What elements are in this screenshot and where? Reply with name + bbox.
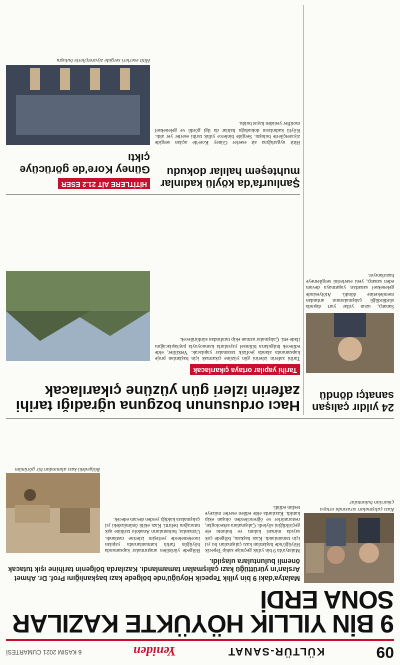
excavation-photo-caption: Bölgedeki kazı alanından bir görünüm [15,466,100,472]
left-story-photo-image [6,271,150,361]
body-column-2: Bölgede yürütülen araştırmalar kapsamında höyüğün farklı katmanlarında yapılan incelemelerde yerleşim izlerine rastlandı. Uzmanlar, buluntuların Anadolu tarihine ışık tutacağını belirtti. Kazı ekibi önümüzdeki yıl çalışmalara kaldığı yerden devam edecek. [105,515,200,553]
main-deck: Malatya'daki 9 bin yıllık Tepecik Höyüğü'nde bölgede kazı başkanlığını Prof. Dr. Ahmet Arslan'ın yürüttüğü kazı çalışmaları tamamlandı. Kazılarda bölgenin tarihine ışık tutacak önemli buluntulara ulaşıldı. [8,557,300,581]
bottom-story-headline: Güney Kore'de görücüye çıktı [19,151,150,175]
left-story-subhead: Tarihi yapılar ortaya çıkarılacak [190,364,300,375]
bottom-story-label: HİTİTLERE AİT 21.2 ESER [58,178,150,189]
main-headline: 9 BİN YILLIK HÖYÜKTE KAZILAR SONA ERDİ [12,585,394,637]
main-photo [304,513,394,583]
section-title: KÜLTÜR-SANAT [227,645,325,657]
bottom-story-headline-2: Şanlıurfa'da köylü kadınlar muhteşem halılar dokudu [160,165,300,189]
exhibition-photo [6,65,150,145]
artist-photo [306,313,394,373]
body-column-1: Malatya'da 9 bin yıllık geçmişe sahip Tepecik Höyüğü'nde başlatılan kazı çalışmaları bu yıl için tamamlandı. Kazı başkanı, bölgede çok sayıda mimari kalıntı ve buluntu ele geçirildiğini söyledi. Çalışmalara arkeologlar, restoratörler ve öğrencilerden oluşan ekip katıldı. Kazılarda elde edilen eserler müzeye teslim edildi. [205,503,300,553]
exhibition-photo-caption: Hitit eserleri sergide ziyaretçilerle buluştu [56,57,150,63]
body-column-4: Sanatçı, uzun yıllar yurt dışında sürdürdüğü çalışmalarının ardından memleketine döndü. Atölyesinde geleneksel sanatları yaşatmaya devam eden sanatçı, yeni eserlerini sergilemeye hazırlanıyor. [306,271,394,309]
main-photo-caption: Kazı çalışmaları sırasında ortaya çıkarılan buluntular [319,499,394,512]
column-rule [303,5,304,415]
excavation-photo-image [6,473,100,553]
brand-logo: Yeniden [133,644,176,659]
left-story-headline: Hacı ordusunun bozguna uğradığı tarihi zaferin izleri gün yüzüne çıkarılacak [15,382,300,414]
divider [6,418,394,419]
excavation-photo [6,473,100,553]
artist-photo-image [306,313,394,373]
divider-bottom [6,194,300,195]
right-story-headline: 24 yıldır çalışan sanatçı döndü [312,389,394,413]
page-number: 09 [376,643,394,660]
main-photo-image [304,513,394,583]
body-column-3: Tarihi zaferin izlerini gün yüzüne çıkarmak için başlatılan proje kapsamında alanda jeofizik taramalar yapılacak. Yetkililer, elde edilecek bulguların bilimsel yayınlarla kamuoyuyla paylaşılacağını ifade etti. Çalışmalar uzman ekip tarafından sürdürülecek. [155,336,300,361]
left-story-photo [6,271,150,361]
issue-date: 6 KASIM 2021 CUMARTESİ [6,648,82,654]
exhibition-photo-image [6,65,150,145]
body-column-5: Hitit uygarlığına ait eserler Güney Kore'de açılan sergide ziyaretçilerle buluştu. Sergide binlerce yıllık tarihi eserler yer aldı. Köylü kadınların dokuduğu halılar da ilgi gördü ve geleneksel motifler yeniden hayat buldu. [155,120,300,145]
masthead [6,639,394,661]
